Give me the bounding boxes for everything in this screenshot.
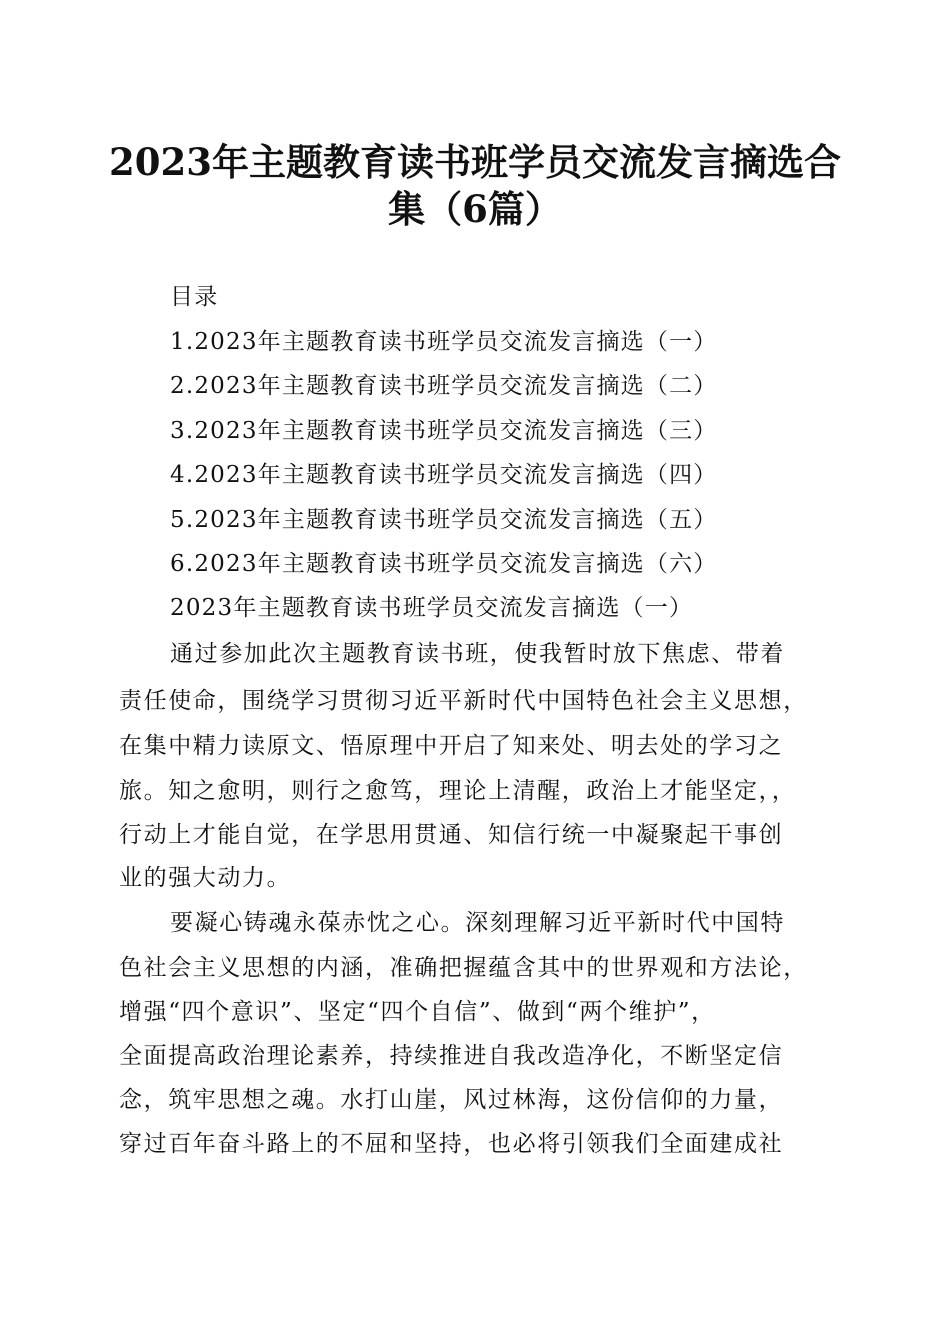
toc-item-5: 5.2023年主题教育读书班学员交流发言摘选（五） [170, 507, 718, 533]
paragraph-1-line-4: 旅。知之愈明，则行之愈笃，理论上清醒，政治上才能坚定，， [119, 778, 797, 804]
paragraph-1-line-3: 在集中精力读原文、悟原理中开启了知来处、明去处的学习之 [119, 733, 784, 759]
paragraph-2-line-3: 增强“四个意识”、坚定“四个自信”、做到“两个维护”， [119, 999, 716, 1025]
paragraph-2-line-4: 全面提高政治理论素养，持续推进自我改造净化，不断坚定信 [119, 1043, 784, 1069]
toc-item-1: 1.2023年主题教育读书班学员交流发言摘选（一） [170, 329, 718, 355]
toc-heading: 目录 [170, 284, 219, 310]
toc-item-4: 4.2023年主题教育读书班学员交流发言摘选（四） [170, 462, 718, 488]
section-heading: 2023年主题教育读书班学员交流发言摘选（一） [170, 595, 694, 621]
paragraph-1-line-5: 行动上才能自觉，在学思用贯通、知信行统一中凝聚起干事创 [119, 822, 784, 848]
paragraph-1-line-1: 通过参加此次主题教育读书班，使我暂时放下焦虑、带着 [170, 641, 785, 667]
toc-item-3: 3.2023年主题教育读书班学员交流发言摘选（三） [170, 418, 718, 444]
document-title-line-2: 集（6篇） [388, 187, 562, 231]
toc-item-6: 6.2023年主题教育读书班学员交流发言摘选（六） [170, 551, 718, 577]
paragraph-1-line-2: 责任使命，围绕学习贯彻习近平新时代中国特色社会主义思想， [119, 688, 808, 714]
paragraph-2-line-6: 穿过百年奋斗路上的不屈和坚持，也必将引领我们全面建成社 [119, 1131, 784, 1157]
paragraph-1-line-6: 业的强大动力。 [119, 865, 292, 891]
paragraph-2-line-2: 色社会主义思想的内涵，准确把握蕴含其中的世界观和方法论， [119, 955, 808, 981]
paragraph-2-line-1: 要凝心铸魂永葆赤忱之心。深刻理解习近平新时代中国特 [170, 910, 785, 936]
toc-item-2: 2.2023年主题教育读书班学员交流发言摘选（二） [170, 373, 718, 399]
document-title-line-1: 2023年主题教育读书班学员交流发言摘选合 [109, 140, 841, 184]
paragraph-2-line-5: 念，筑牢思想之魂。水打山崖，风过林海，这份信仰的力量， [119, 1087, 784, 1113]
